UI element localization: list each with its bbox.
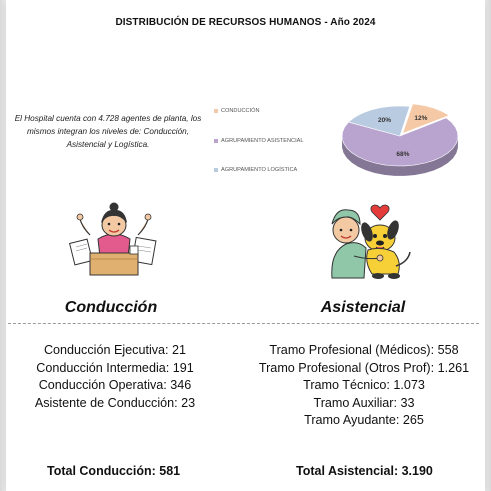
list-item: Conducción Intermedia: 191 [36,360,194,375]
asistencial-heading: Asistencial [320,299,406,316]
list-item: Conducción Operativa: 346 [38,378,192,393]
right-page-edge [485,0,491,491]
list-item: Tramo Profesional (Otros Prof): 1.261 [258,360,470,375]
conduccion-list [0,342,230,412]
list-item: Tramo Ayudante: 265 [304,413,424,428]
pie-chart [330,96,470,186]
legend-label: AGRUPAMIENTO ASISTENCIAL [221,138,304,144]
list-item: Tramo Técnico: 1.073 [303,378,425,393]
conduccion-heading: Conducción [64,299,158,316]
legend-item-asistencial [214,138,303,144]
total-asistencial: Total Asistencial: 3.190 [296,464,433,478]
nurse-with-dog-illustration [318,200,414,280]
section-divider [8,323,479,324]
list-item: Tramo Auxiliar: 33 [313,395,415,410]
pie-data-label: 20% [378,116,392,124]
legend-label: AGRUPAMIENTO LOGÍSTICA [221,167,298,173]
page-title: DISTRIBUCIÓN DE RECURSOS HUMANOS - Año 2024 [115,17,376,28]
office-worker-illustration [68,199,160,279]
intro-text: El Hospital cuenta con 4.728 agentes de planta, los mismos integran los niveles de: Conducción, Asistencial y Logística. [14,114,202,149]
pie-data-label: 68% [396,150,410,158]
legend-swatch-conduccion [214,109,218,113]
asistencial-list [246,342,482,430]
list-item: Conducción Ejecutiva: 21 [43,343,187,357]
legend-swatch-logistica [214,168,218,172]
legend-label: CONDUCCIÓN [221,108,260,114]
legend-item-conduccion [214,108,260,114]
pie-data-label: 12% [414,115,428,123]
legend-swatch-asistencial [214,139,218,143]
list-item: Asistente de Conducción: 23 [34,395,196,410]
list-item: Tramo Profesional (Médicos): 558 [269,343,459,357]
legend-item-logistica [214,167,297,173]
total-conduccion: Total Conducción: 581 [47,464,181,478]
